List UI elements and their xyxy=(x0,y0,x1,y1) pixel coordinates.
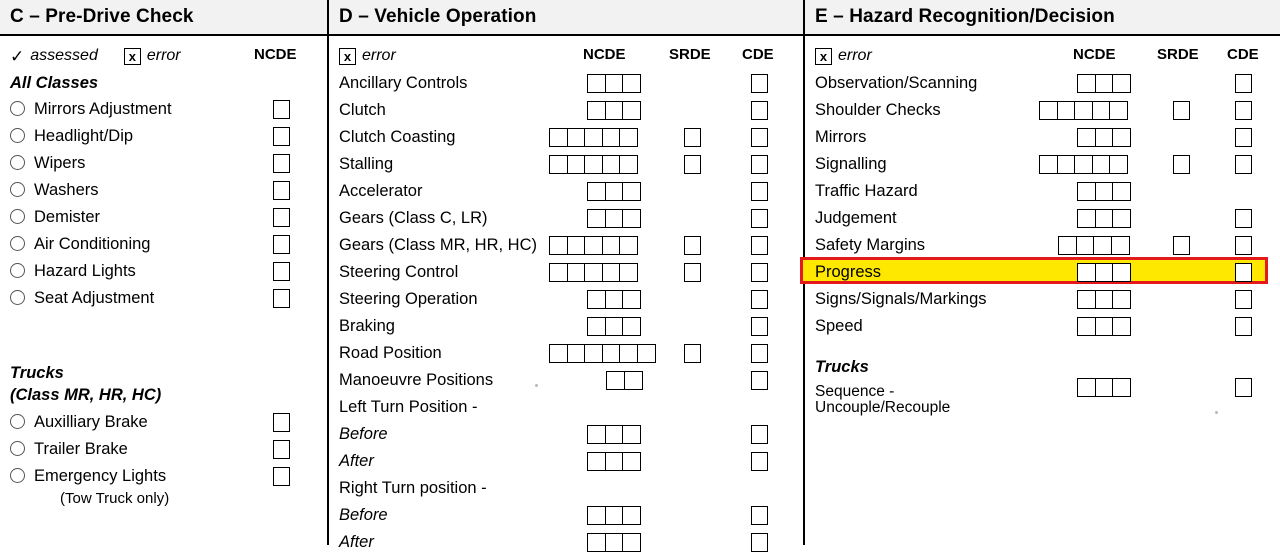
column-e-body xyxy=(805,36,1280,417)
trucks-footnote: (Tow Truck only) xyxy=(60,490,170,507)
row-label: Braking xyxy=(339,317,395,335)
column-c-pre-drive-check xyxy=(0,0,327,545)
row-mirrors-adjustment xyxy=(10,96,319,123)
checkbox-cde[interactable] xyxy=(751,101,768,120)
boxgroup-ncde[interactable] xyxy=(1058,236,1130,255)
row-hazard-lights xyxy=(10,258,319,285)
checkbox-cde[interactable] xyxy=(751,74,768,93)
boxgroup-ncde[interactable] xyxy=(587,101,641,120)
row-road-position xyxy=(339,340,795,367)
checkbox-ncde[interactable] xyxy=(273,181,290,200)
assessed-circle[interactable] xyxy=(10,155,25,170)
row-label: Demister xyxy=(34,208,101,226)
error-icon: x xyxy=(124,48,141,65)
column-d-body xyxy=(329,36,803,556)
row-label: After xyxy=(339,533,374,551)
assessed-circle[interactable] xyxy=(10,236,25,251)
boxgroup-ncde[interactable] xyxy=(1077,209,1131,228)
row-manoeuvre-positions xyxy=(339,367,795,394)
assessed-circle[interactable] xyxy=(10,263,25,278)
column-c-body xyxy=(0,36,327,508)
checkbox-cde[interactable] xyxy=(751,371,768,390)
checkbox-cde[interactable] xyxy=(1235,236,1252,255)
group-subtitle-trucks-classes: (Class MR, HR, HC) xyxy=(10,386,162,404)
boxgroup-ncde[interactable] xyxy=(1077,317,1131,336)
boxgroup-ncde[interactable] xyxy=(587,182,641,201)
row-label-line2: Uncouple/Recouple xyxy=(815,399,951,416)
boxgroup-ncde[interactable] xyxy=(549,128,638,147)
checkbox-srde[interactable] xyxy=(1173,155,1190,174)
column-d-ncde-header: NCDE xyxy=(583,46,626,63)
group-title-all-classes: All Classes xyxy=(10,74,99,92)
checkbox-ncde[interactable] xyxy=(273,100,290,119)
checkbox-cde[interactable] xyxy=(751,317,768,336)
row-label: Manoeuvre Positions xyxy=(339,371,494,389)
group-title-trucks: Trucks xyxy=(10,364,64,382)
boxgroup-ncde[interactable] xyxy=(1077,128,1131,147)
row-steering-operation xyxy=(339,286,795,313)
row-gears-class-mr-hr-hc xyxy=(339,232,795,259)
checkbox-cde[interactable] xyxy=(1235,290,1252,309)
boxgroup-ncde[interactable] xyxy=(587,533,641,552)
column-d-legend xyxy=(339,42,795,70)
row-judgement xyxy=(815,205,1272,232)
column-d-vehicle-operation xyxy=(327,0,805,551)
row-label: Ancillary Controls xyxy=(339,74,468,92)
boxgroup-ncde[interactable] xyxy=(587,425,641,444)
row-label: Washers xyxy=(34,181,99,199)
checkbox-cde[interactable] xyxy=(1235,209,1252,228)
row-demister xyxy=(10,204,319,231)
row-clutch xyxy=(339,97,795,124)
assessed-circle[interactable] xyxy=(10,414,25,429)
checkbox-cde[interactable] xyxy=(751,533,768,552)
row-signs-signals-markings xyxy=(815,286,1272,313)
checkbox-cde[interactable] xyxy=(751,344,768,363)
row-label: Right Turn position - xyxy=(339,479,487,497)
row-observation-scanning xyxy=(815,70,1272,97)
row-right-turn-before xyxy=(339,502,795,529)
checkbox-ncde[interactable] xyxy=(273,208,290,227)
boxgroup-ncde[interactable] xyxy=(549,263,638,282)
boxgroup-ncde[interactable] xyxy=(549,344,656,363)
row-label: Clutch xyxy=(339,101,386,119)
error-icon: x xyxy=(815,48,832,65)
checkbox-cde[interactable] xyxy=(1235,263,1252,282)
check-icon: ✓ xyxy=(10,46,25,66)
column-e-srde-header: SRDE xyxy=(1157,46,1199,63)
row-braking xyxy=(339,313,795,340)
row-safety-margins xyxy=(815,232,1272,259)
column-e-legend xyxy=(815,42,1272,70)
speck xyxy=(1215,411,1218,414)
checkbox-ncde[interactable] xyxy=(273,154,290,173)
checkbox-ncde[interactable] xyxy=(273,467,290,486)
boxgroup-ncde[interactable] xyxy=(1077,378,1131,397)
row-clutch-coasting xyxy=(339,124,795,151)
checkbox-ncde[interactable] xyxy=(273,440,290,459)
row-headlight-dip xyxy=(10,123,319,150)
row-label: Emergency Lights xyxy=(34,467,167,485)
column-e-heading: E – Hazard Recognition/Decision xyxy=(805,0,1280,36)
assessed-circle[interactable] xyxy=(10,209,25,224)
checkbox-cde[interactable] xyxy=(751,182,768,201)
checkbox-ncde[interactable] xyxy=(273,413,290,432)
row-label: Speed xyxy=(815,317,863,335)
error-icon: x xyxy=(339,48,356,65)
row-label: Signalling xyxy=(815,155,887,173)
assessed-circle[interactable] xyxy=(10,128,25,143)
checkbox-ncde[interactable] xyxy=(273,262,290,281)
checkbox-cde[interactable] xyxy=(1235,101,1252,120)
boxgroup-ncde[interactable] xyxy=(587,74,641,93)
row-progress xyxy=(815,259,1272,286)
row-right-turn-after xyxy=(339,529,795,556)
row-ancillary-controls xyxy=(339,70,795,97)
column-c-ncde-header: NCDE xyxy=(254,46,297,63)
checkbox-cde[interactable] xyxy=(751,128,768,147)
assessed-circle[interactable] xyxy=(10,101,25,116)
boxgroup-ncde[interactable] xyxy=(1039,155,1128,174)
row-label: Wipers xyxy=(34,154,86,172)
row-sequence-uncouple-recouple xyxy=(815,378,1272,400)
checkbox-srde[interactable] xyxy=(1173,101,1190,120)
checkbox-cde[interactable] xyxy=(1235,317,1252,336)
column-e-cde-header: CDE xyxy=(1227,46,1259,63)
row-label: Signs/Signals/Markings xyxy=(815,290,987,308)
assessed-circle[interactable] xyxy=(10,468,25,483)
row-gears-class-c-lr xyxy=(339,205,795,232)
row-right-turn-position-heading xyxy=(339,475,795,502)
column-e-ncde-header: NCDE xyxy=(1073,46,1116,63)
row-trailer-brake xyxy=(10,436,319,463)
checkbox-cde[interactable] xyxy=(751,290,768,309)
checkbox-cde[interactable] xyxy=(751,263,768,282)
row-label: Road Position xyxy=(339,344,442,362)
row-label: Steering Control xyxy=(339,263,459,281)
row-shoulder-checks xyxy=(815,97,1272,124)
boxgroup-ncde[interactable] xyxy=(1077,182,1131,201)
boxgroup-ncde[interactable] xyxy=(1077,263,1131,282)
legend-error-label: error xyxy=(362,47,396,64)
row-label: Mirrors Adjustment xyxy=(34,100,172,118)
boxgroup-ncde[interactable] xyxy=(549,236,638,255)
checkbox-cde[interactable] xyxy=(1235,128,1252,147)
legend-error-label: error xyxy=(146,47,181,64)
checkbox-cde[interactable] xyxy=(1235,74,1252,93)
column-c-heading: C – Pre-Drive Check xyxy=(0,0,327,36)
row-left-turn-before xyxy=(339,421,795,448)
row-label: Auxilliary Brake xyxy=(34,413,148,431)
row-wipers xyxy=(10,150,319,177)
column-d-heading: D – Vehicle Operation xyxy=(329,0,803,36)
row-label: Gears (Class MR, HR, HC) xyxy=(339,236,538,254)
checkbox-srde[interactable] xyxy=(1173,236,1190,255)
legend-error-label: error xyxy=(838,47,872,64)
row-accelerator xyxy=(339,178,795,205)
row-label: Steering Operation xyxy=(339,290,478,308)
boxgroup-ncde[interactable] xyxy=(549,155,638,174)
checkbox-cde[interactable] xyxy=(1235,155,1252,174)
boxgroup-ncde[interactable] xyxy=(587,290,641,309)
row-left-turn-position-heading xyxy=(339,394,795,421)
row-sequence-line2 xyxy=(815,397,1272,417)
row-auxilliary-brake xyxy=(10,409,319,436)
checkbox-srde[interactable] xyxy=(684,128,701,147)
row-label: Left Turn Position - xyxy=(339,398,478,416)
row-label: Stalling xyxy=(339,155,394,173)
checkbox-cde[interactable] xyxy=(751,155,768,174)
checkbox-srde[interactable] xyxy=(684,344,701,363)
checkbox-cde[interactable] xyxy=(751,425,768,444)
row-label: Observation/Scanning xyxy=(815,74,978,92)
boxgroup-ncde[interactable] xyxy=(606,371,643,390)
row-label: Before xyxy=(339,506,388,524)
boxgroup-ncde[interactable] xyxy=(587,452,641,471)
column-e-hazard-recognition xyxy=(805,0,1280,545)
checkbox-cde[interactable] xyxy=(751,209,768,228)
column-c-legend xyxy=(10,42,319,70)
checkbox-cde[interactable] xyxy=(751,506,768,525)
row-label: Gears (Class C, LR) xyxy=(339,209,488,227)
row-emergency-lights xyxy=(10,463,319,490)
row-label: Accelerator xyxy=(339,182,423,200)
assessed-circle[interactable] xyxy=(10,441,25,456)
row-label: After xyxy=(339,452,374,470)
boxgroup-ncde[interactable] xyxy=(587,506,641,525)
row-label: Hazard Lights xyxy=(34,262,136,280)
row-label: Trailer Brake xyxy=(34,440,128,458)
assessed-circle[interactable] xyxy=(10,290,25,305)
checkbox-cde[interactable] xyxy=(751,236,768,255)
checkbox-srde[interactable] xyxy=(684,236,701,255)
row-mirrors xyxy=(815,124,1272,151)
group-title-trucks-e: Trucks xyxy=(815,358,869,376)
column-d-srde-header: SRDE xyxy=(669,46,711,63)
checkbox-srde[interactable] xyxy=(684,263,701,282)
row-washers xyxy=(10,177,319,204)
assessed-circle[interactable] xyxy=(10,182,25,197)
row-steering-control xyxy=(339,259,795,286)
row-signalling xyxy=(815,151,1272,178)
row-label: Traffic Hazard xyxy=(815,182,918,200)
legend-assessed-label: assessed xyxy=(30,47,98,64)
checkbox-cde[interactable] xyxy=(1235,378,1252,397)
checkbox-ncde[interactable] xyxy=(273,235,290,254)
row-label: Judgement xyxy=(815,209,897,227)
row-label-line1: Sequence - xyxy=(815,383,895,400)
checkbox-srde[interactable] xyxy=(684,155,701,174)
boxgroup-ncde[interactable] xyxy=(1077,74,1131,93)
row-traffic-hazard xyxy=(815,178,1272,205)
boxgroup-ncde[interactable] xyxy=(587,317,641,336)
boxgroup-ncde[interactable] xyxy=(1039,101,1128,120)
boxgroup-ncde[interactable] xyxy=(587,209,641,228)
row-stalling xyxy=(339,151,795,178)
row-label: Mirrors xyxy=(815,128,867,146)
boxgroup-ncde[interactable] xyxy=(1077,290,1131,309)
row-label: Progress xyxy=(815,263,882,281)
row-label: Before xyxy=(339,425,388,443)
row-label: Shoulder Checks xyxy=(815,101,941,119)
row-label: Clutch Coasting xyxy=(339,128,456,146)
row-label: Air Conditioning xyxy=(34,235,151,253)
checkbox-cde[interactable] xyxy=(751,452,768,471)
row-air-conditioning xyxy=(10,231,319,258)
checkbox-ncde[interactable] xyxy=(273,289,290,308)
row-seat-adjustment xyxy=(10,285,319,312)
row-label: Safety Margins xyxy=(815,236,926,254)
row-label: Headlight/Dip xyxy=(34,127,134,145)
row-speed xyxy=(815,313,1272,340)
column-d-cde-header: CDE xyxy=(742,46,774,63)
checkbox-ncde[interactable] xyxy=(273,127,290,146)
row-label: Seat Adjustment xyxy=(34,289,155,307)
row-left-turn-after xyxy=(339,448,795,475)
speck xyxy=(535,384,538,387)
